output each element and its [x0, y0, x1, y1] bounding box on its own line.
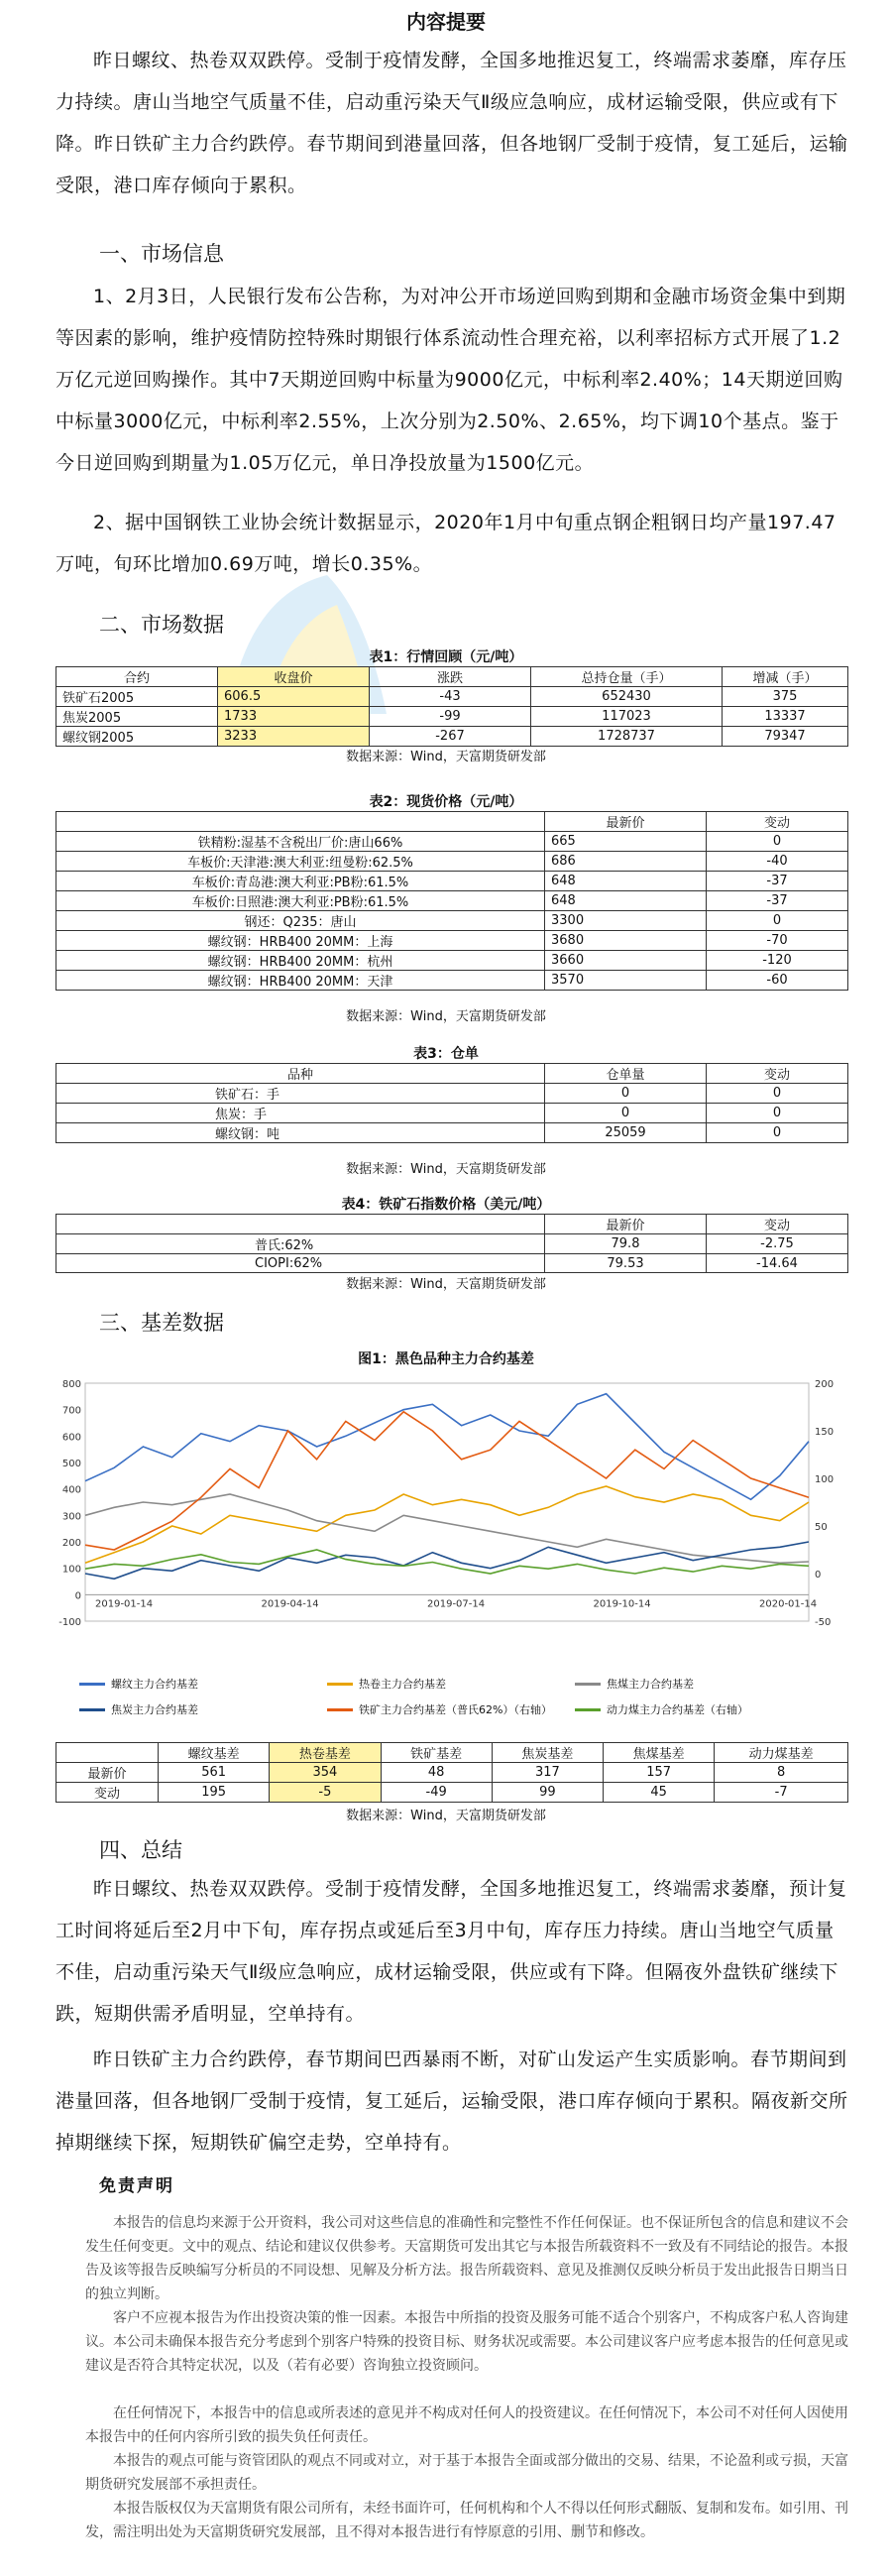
legend-swatch [79, 1708, 105, 1711]
table-cell: -37 [707, 891, 848, 911]
table-row [56, 1084, 848, 1104]
table-row [56, 1104, 848, 1123]
table-header: 变动 [707, 1215, 848, 1234]
y-tick-label-right: -50 [815, 1617, 832, 1628]
table-header: 品种 [56, 1064, 545, 1084]
table-row [56, 911, 848, 931]
legend-item [327, 1701, 552, 1717]
table-header: 增减（手） [723, 667, 848, 687]
table-header: 仓单量 [545, 1064, 707, 1084]
spot-price-table [56, 811, 848, 991]
table-cell: -37 [707, 872, 848, 891]
table-header-row [56, 812, 848, 832]
table-row [56, 1234, 848, 1254]
warehouse-receipt-table [56, 1063, 848, 1143]
table-row [56, 1254, 848, 1273]
basis-chart [56, 1373, 848, 1671]
y-tick-label-left: 100 [61, 1564, 81, 1576]
table-header: 总持仓量（手） [531, 667, 723, 687]
x-tick-label: 2019-04-14 [261, 1598, 319, 1610]
table3-source: 数据来源：Wind，天富期货研发部 [346, 1162, 546, 1177]
x-tick-label: 2019-10-14 [593, 1598, 651, 1610]
x-tick-label: 2019-07-14 [427, 1598, 486, 1610]
series-line-3 [85, 1542, 809, 1579]
table4-source: 数据来源：Wind，天富期货研发部 [346, 1277, 546, 1292]
y-tick-label-right: 200 [815, 1379, 835, 1390]
table-cell: -40 [707, 852, 848, 872]
series-line-1 [85, 1486, 809, 1563]
table-cell: 25059 [545, 1123, 707, 1143]
table-cell: 铁矿石：手 [56, 1084, 545, 1104]
table-cell: 车板价:青岛港:澳大利亚:PB粉:61.5% [56, 872, 545, 891]
table-cell: 686 [545, 852, 707, 872]
table3-caption: 表3：仓单 [413, 1046, 479, 1062]
table-header: 铁矿基差 [381, 1743, 492, 1763]
table-cell: 1733 [218, 707, 370, 727]
table-cell: 48 [381, 1763, 492, 1783]
table-cell: 螺纹钢2005 [56, 727, 218, 747]
table-cell: 665 [545, 832, 707, 852]
table-cell: 最新价 [56, 1763, 159, 1783]
table-cell: 79.53 [545, 1254, 707, 1273]
table-row [56, 971, 848, 991]
table-row [56, 707, 848, 727]
table-cell: -43 [370, 687, 531, 707]
table-cell: 99 [492, 1783, 603, 1803]
figure1-caption: 图1：黑色品种主力合约基差 [358, 1351, 534, 1367]
table4-caption: 表4：铁矿石指数价格（美元/吨） [341, 1197, 551, 1213]
legend-label: 铁矿主力合约基差（普氏62%）（右轴） [359, 1703, 552, 1716]
table-cell: 79.8 [545, 1234, 707, 1254]
disclaimer-paragraph: 本报告的观点可能与资管团队的观点不同或对立，对于基于本报告全面或部分做出的交易、结果，不论盈利或亏损，天富期货研究发展部不承担责任。 [85, 2453, 848, 2493]
table-header: 热卷基差 [270, 1743, 381, 1763]
table-row [56, 951, 848, 971]
table-cell: -99 [370, 707, 531, 727]
table-header-row [56, 1064, 848, 1084]
table2-source: 数据来源：Wind，天富期货研发部 [346, 1009, 546, 1024]
table-header: 动力煤基差 [715, 1743, 848, 1763]
disclaimer-paragraph: 客户不应视本报告为作出投资决策的惟一因素。本报告中所指的投资及服务可能不适合个别客户，不构成客户私人咨询建议。本公司未确保本报告充分考虑到个别客户特殊的投资目标、财务状况或需要。本公司建议客户应考虑本报告的任何意见或建议是否符合其特定状况，以及（若有必要）咨询独立投资顾问。 [85, 2310, 848, 2374]
table-cell: 0 [545, 1084, 707, 1104]
series-line-4 [85, 1412, 809, 1550]
legend-label: 螺纹主力合约基差 [111, 1678, 198, 1691]
table-cell: 焦炭：手 [56, 1104, 545, 1123]
quotes-table [56, 666, 848, 747]
table-header [56, 812, 545, 832]
legend-label: 焦炭主力合约基差 [111, 1703, 198, 1716]
disclaimer-paragraph: 本报告的信息均来源于公开资料，我公司对这些信息的准确性和完整性不作任何保证。也不保证所包含的信息和建议不会发生任何变更。文中的观点、结论和建议仅供参考。天富期货可发出其它与本报告所载资料不一致及有不同结论的报告。本报告及该等报告反映编写分析员的不同设想、见解及分析方法。报告所载资料、意见及推测仅反映分析员于发出此报告日期当日的独立判断。 [85, 2215, 848, 2302]
table-cell: 79347 [723, 727, 848, 747]
table-cell: 8 [715, 1763, 848, 1783]
table-cell: 606.5 [218, 687, 370, 707]
table-cell: 1728737 [531, 727, 723, 747]
table1-source: 数据来源：Wind，天富期货研发部 [346, 750, 546, 764]
legend-item [327, 1676, 446, 1692]
disclaimer-paragraph: 本报告版权仅为天富期货有限公司所有，未经书面许可，任何机构和个人不得以任何形式翻版、复制和发布。如引用、刊发，需注明出处为天富期货研究发展部，且不得对本报告进行有悖原意的引用、删节和修改。 [85, 2501, 848, 2540]
section-market-info-heading: 一、市场信息 [99, 242, 224, 266]
table-cell: 354 [270, 1763, 381, 1783]
y-tick-label-right: 0 [815, 1570, 822, 1581]
table-cell: -14.64 [707, 1254, 848, 1273]
table-cell: 375 [723, 687, 848, 707]
table-header: 变动 [707, 1064, 848, 1084]
table-cell: -5 [270, 1783, 381, 1803]
table-cell: -60 [707, 971, 848, 991]
table-header: 螺纹基差 [159, 1743, 270, 1763]
table-header-row [56, 667, 848, 687]
table-row [56, 1783, 848, 1803]
y-tick-label-left: 700 [61, 1405, 81, 1417]
table-row [56, 872, 848, 891]
table-cell: 3660 [545, 951, 707, 971]
y-tick-label-left: 600 [61, 1432, 81, 1444]
table-row [56, 727, 848, 747]
table-cell: CIOPI:62% [56, 1254, 545, 1273]
table2-caption: 表2：现货价格（元/吨） [369, 794, 523, 810]
table-cell: -49 [381, 1783, 492, 1803]
table-cell: 3233 [218, 727, 370, 747]
table-cell: 3570 [545, 971, 707, 991]
table-header: 收盘价 [218, 667, 370, 687]
market-info-paragraph-2: 2、据中国钢铁工业协会统计数据显示，2020年1月中旬重点钢企粗钢日均产量197.47万吨，旬环比增加0.69万吨，增长0.35%。 [56, 512, 836, 575]
legend-label: 热卷主力合约基差 [359, 1678, 446, 1691]
conclusion-paragraph-2: 昨日铁矿主力合约跌停，春节期间巴西暴雨不断，对矿山发运产生实质影响。春节期间到港量回落，但各地钢厂受制于疫情，复工延后，运输受限，港口库存倾向于累积。隔夜新交所掉期继续下探，短期铁矿偏空走势，空单持有。 [56, 2049, 848, 2154]
y-tick-label-right: 100 [815, 1474, 835, 1485]
summary-paragraph: 昨日螺纹、热卷双双跌停。受制于疫情发酵，全国多地推迟复工，终端需求萎靡，库存压力持续。唐山当地空气质量不佳，启动重污染天气Ⅱ级应急响应，成材运输受限，供应或有下降。昨日铁矿主力合约跌停。春节期间到港量回落，但各地钢厂受制于疫情，复工延后，运输受限，港口库存倾向于累积。 [56, 50, 848, 196]
legend-swatch [79, 1683, 105, 1686]
legend-label: 动力煤主力合约基差（右轴） [607, 1703, 748, 1716]
table-cell: 13337 [723, 707, 848, 727]
y-tick-label-left: 500 [61, 1459, 81, 1469]
table-cell: -2.75 [707, 1234, 848, 1254]
series-line-2 [85, 1494, 809, 1563]
table-cell: -267 [370, 727, 531, 747]
table-cell: 车板价:日照港:澳大利亚:PB粉:61.5% [56, 891, 545, 911]
y-tick-label-left: 200 [61, 1538, 81, 1549]
table-cell: 变动 [56, 1783, 159, 1803]
disclaimer-title: 免责声明 [99, 2176, 174, 2196]
basis-source: 数据来源：Wind，天富期货研发部 [346, 1809, 546, 1823]
table-cell: -120 [707, 951, 848, 971]
table-cell: 钢还：Q235：唐山 [56, 911, 545, 931]
table-cell: 铁精粉:湿基不含税出厂价:唐山66% [56, 832, 545, 852]
legend-item [575, 1676, 694, 1692]
table-cell: 0 [707, 1084, 848, 1104]
x-tick-label: 2020-01-14 [759, 1598, 818, 1610]
table-header [56, 1215, 545, 1234]
x-tick-label: 2019-01-14 [95, 1598, 154, 1610]
table-cell: 195 [159, 1783, 270, 1803]
table-cell: 普氏:62% [56, 1234, 545, 1254]
section-market-data-heading: 二、市场数据 [99, 613, 224, 637]
table-cell: 铁矿石2005 [56, 687, 218, 707]
y-tick-label-left: -100 [58, 1617, 81, 1628]
table-header: 变动 [707, 812, 848, 832]
legend-item [79, 1701, 198, 1717]
table-cell: -7 [715, 1783, 848, 1803]
table-cell: 螺纹钢：HRB400 20MM：杭州 [56, 951, 545, 971]
table-cell: 652430 [531, 687, 723, 707]
legend-swatch [327, 1708, 353, 1711]
series-line-0 [85, 1394, 809, 1500]
table-row [56, 931, 848, 951]
legend-label: 焦煤主力合约基差 [607, 1678, 694, 1691]
table-row [56, 1763, 848, 1783]
table-cell: 648 [545, 872, 707, 891]
table-cell: 0 [707, 1104, 848, 1123]
table-header [56, 1743, 159, 1763]
section-conclusion-heading: 四、总结 [99, 1838, 182, 1862]
disclaimer-paragraph: 在任何情况下，本报告中的信息或所表述的意见并不构成对任何人的投资建议。在任何情况下，本公司不对任何人因使用本报告中的任何内容所引致的损失负任何责任。 [85, 2405, 848, 2445]
table-row [56, 687, 848, 707]
table-cell: 螺纹钢：HRB400 20MM：天津 [56, 971, 545, 991]
table-cell: 561 [159, 1763, 270, 1783]
table-cell: 157 [604, 1763, 715, 1783]
table-header: 涨跌 [370, 667, 531, 687]
market-info-paragraph-1: 1、2月3日，人民银行发布公告称，为对冲公开市场逆回购到期和金融市场资金集中到期等因素的影响，维护疫情防控特殊时期银行体系流动性合理充裕，以利率招标方式开展了1.2万亿元逆回购操作。其中7天期逆回购中标量为9000亿元，中标利率2.40%；14天期逆回购中标量3000亿元，中标利率2.55%，上次分别为2.50%、2.65%，均下调10个基点。鉴于今日逆回购到期量为1.05万亿元，单日净投放量为1500亿元。 [56, 286, 846, 474]
table-cell: 117023 [531, 707, 723, 727]
y-tick-label-left: 800 [61, 1379, 81, 1390]
y-tick-label-right: 50 [815, 1522, 828, 1533]
legend-item [79, 1676, 198, 1692]
table-header-row [56, 1743, 848, 1763]
table-header: 焦煤基差 [604, 1743, 715, 1763]
table-row [56, 1123, 848, 1143]
table-cell: 0 [707, 832, 848, 852]
table-cell: 45 [604, 1783, 715, 1803]
table1-caption: 表1：行情回顾（元/吨） [369, 649, 523, 665]
table-cell: 3680 [545, 931, 707, 951]
series-line-5 [85, 1550, 809, 1574]
table-cell: 车板价:天津港:澳大利亚:纽曼粉:62.5% [56, 852, 545, 872]
basis-line-chart [56, 1373, 848, 1671]
y-tick-label-left: 400 [61, 1484, 81, 1496]
table-header: 合约 [56, 667, 218, 687]
y-tick-label-left: 300 [61, 1511, 81, 1523]
y-tick-label-right: 150 [815, 1427, 835, 1438]
legend-swatch [575, 1683, 601, 1686]
table-cell: 648 [545, 891, 707, 911]
table-cell: 螺纹钢：HRB400 20MM：上海 [56, 931, 545, 951]
table-row [56, 891, 848, 911]
table-header: 焦炭基差 [492, 1743, 603, 1763]
table-header: 最新价 [545, 1215, 707, 1234]
iron-ore-index-table [56, 1214, 848, 1273]
section-basis-heading: 三、基差数据 [99, 1311, 224, 1335]
table-cell: 3300 [545, 911, 707, 931]
legend-swatch [327, 1683, 353, 1686]
y-tick-label-left: 0 [74, 1590, 81, 1602]
table-cell: 焦炭2005 [56, 707, 218, 727]
basis-table [56, 1742, 848, 1803]
table-header-row [56, 1215, 848, 1234]
table-cell: 0 [545, 1104, 707, 1123]
table-cell: 0 [707, 911, 848, 931]
legend-item [575, 1701, 748, 1717]
table-row [56, 852, 848, 872]
conclusion-paragraph-1: 昨日螺纹、热卷双双跌停。受制于疫情发酵，全国多地推迟复工，终端需求萎靡，预计复工时间将延后至2月中下旬，库存拐点或延后至3月中旬，库存压力持续。唐山当地空气质量不佳，启动重污染天气Ⅱ级应急响应，成材运输受限，供应或有下降。但隔夜外盘铁矿继续下跌，短期供需矛盾明显，空单持有。 [56, 1878, 847, 2025]
table-cell: -70 [707, 931, 848, 951]
table-row [56, 832, 848, 852]
legend-swatch [575, 1708, 601, 1711]
table-cell: 317 [492, 1763, 603, 1783]
report-title: 内容提要 [406, 10, 486, 34]
table-cell: 螺纹钢：吨 [56, 1123, 545, 1143]
table-cell: 0 [707, 1123, 848, 1143]
table-header: 最新价 [545, 812, 707, 832]
